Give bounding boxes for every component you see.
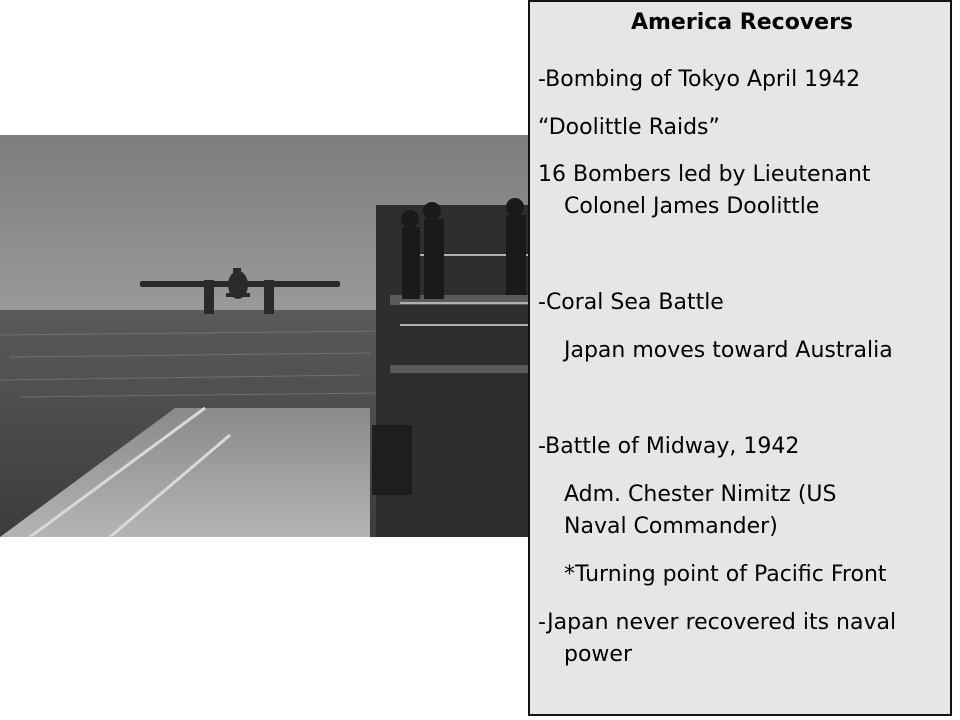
bullet-doolittle-raids: “Doolittle Raids” bbox=[538, 115, 720, 140]
bomber-takeoff-photo bbox=[0, 135, 528, 537]
bullet-sixteen-bombers: 16 Bombers led by Lieutenant bbox=[538, 162, 871, 187]
bullet-nimitz: Adm. Chester Nimitz (US bbox=[564, 482, 837, 507]
bullet-tokyo-bombing: -Bombing of Tokyo April 1942 bbox=[538, 67, 861, 92]
bullet-nimitz-cont: Naval Commander) bbox=[564, 514, 778, 539]
bullet-naval-power-cont: power bbox=[564, 642, 632, 667]
bullet-turning-point: *Turning point of Pacific Front bbox=[564, 562, 887, 587]
bullet-midway: -Battle of Midway, 1942 bbox=[538, 434, 800, 459]
bullet-naval-power: -Japan never recovered its naval bbox=[538, 610, 897, 635]
bullet-coral-sea: -Coral Sea Battle bbox=[538, 290, 724, 315]
bullet-japan-australia: Japan moves toward Australia bbox=[564, 338, 893, 363]
text-panel bbox=[528, 0, 952, 716]
bullet-sixteen-bombers-cont: Colonel James Doolittle bbox=[564, 194, 820, 219]
slide-title: America Recovers bbox=[630, 10, 854, 35]
